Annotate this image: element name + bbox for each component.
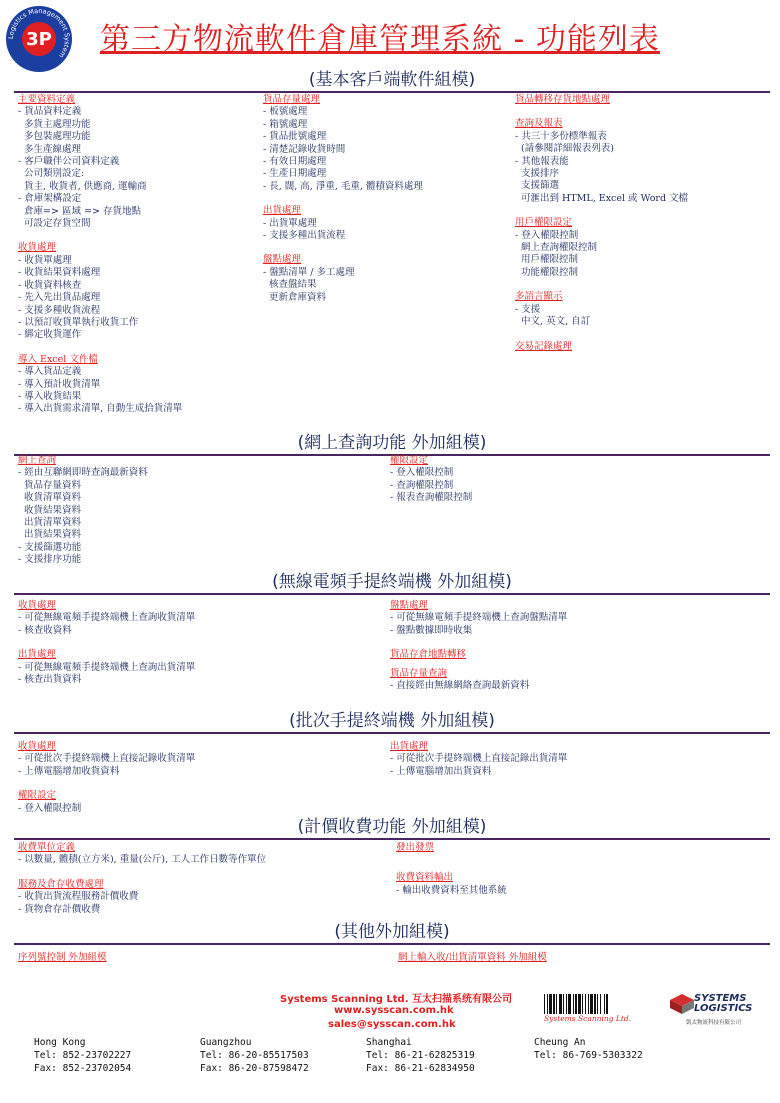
group-title: 貨品存量處理 <box>263 94 321 105</box>
office-tel: Tel: 852-23702227 <box>34 1050 132 1061</box>
section-web-header <box>14 428 770 453</box>
section-batch-title: (批次手提終端機 外加組模) <box>289 711 495 731</box>
list-item: - 可從無線電頻手提終端機上查詢盤點清單 <box>390 612 568 624</box>
list-item: - 支援篩選功能 <box>18 541 82 553</box>
group-list <box>515 230 688 280</box>
list-item: 可設定存貨空間 <box>18 218 91 230</box>
barcode-bar <box>573 994 574 1014</box>
office-cheung-an <box>534 1036 643 1062</box>
list-item: - 導入預計收貨清單 <box>18 378 101 390</box>
section-basic-title: (基本客戶端軟件組模) <box>308 70 476 90</box>
list-item: - 導入出貨需求清單, 自動生成拾貨清單 <box>18 403 183 415</box>
list-item: - 箱號處理 <box>263 118 308 130</box>
web-column-1 <box>18 455 148 567</box>
group-list <box>263 267 423 304</box>
systems-logistics-logo <box>668 988 768 1026</box>
logo-ring-text: Logistics Management System <box>6 6 72 60</box>
list-item: - 登入權限控制 <box>390 467 454 479</box>
list-item: 支援篩選 <box>515 180 560 192</box>
list-item: 可滙出到 HTML, Excel 或 Word 文檔 <box>515 192 689 204</box>
group-list <box>263 218 423 243</box>
barcode-bar <box>600 994 601 1014</box>
basic-column-3 <box>515 94 688 353</box>
barcode-bar <box>606 994 608 1014</box>
barcode-bar <box>590 994 593 1014</box>
billing-column-1 <box>18 842 266 916</box>
list-item: - 支援多種出貨流程 <box>263 230 346 242</box>
group-title: 用戶權限設定 <box>515 217 573 229</box>
list-item: - 核查出貨資料 <box>18 674 82 686</box>
other-module-serial: 序列號控制 外加組模 <box>18 952 107 963</box>
group-list <box>515 304 688 329</box>
list-item: - 收貨結果資料處理 <box>18 267 101 279</box>
barcode-caption: Systems Scanning Ltd. <box>544 1014 632 1023</box>
office-fax: Fax: 86-20-87598472 <box>200 1063 309 1074</box>
list-item: - 支援 <box>515 303 541 315</box>
other-module-web-input: 網上輸入收/出貨清單資料 外加組模 <box>398 952 547 963</box>
footer-email-link[interactable]: sales@sysscan.com.hk <box>328 1019 456 1030</box>
section-rule <box>14 593 770 595</box>
office-city: Cheung An <box>534 1037 586 1048</box>
barcode-bar <box>578 994 581 1014</box>
office-city: Shanghai <box>366 1037 412 1048</box>
basic-column-2 <box>263 94 423 304</box>
list-item: 核查盤結果 <box>263 279 317 291</box>
group-title: 發出發票 <box>396 842 435 853</box>
list-item: 多生產線處理 <box>18 143 82 155</box>
office-shanghai <box>366 1036 475 1075</box>
web-column-2 <box>390 455 472 505</box>
list-item: 功能權限控制 <box>515 266 579 278</box>
list-item: 多包裝處理功能 <box>18 131 91 143</box>
list-item: - 經由互聯網即時查詢最新資料 <box>18 467 148 479</box>
section-rule <box>14 838 770 840</box>
group-list <box>18 753 195 778</box>
list-item: - 倉庫架構設定 <box>18 193 82 205</box>
group-list <box>18 366 182 416</box>
group-title: 網上查詢 <box>18 455 57 466</box>
barcode-logo <box>540 992 640 1028</box>
barcode-bar <box>594 994 596 1014</box>
list-item: 支援排序 <box>515 168 560 180</box>
list-item: 貨主, 收貨者, 供應商, 運輸商 <box>18 180 147 192</box>
group-title: 交易記錄處理 <box>515 340 573 352</box>
group-title: 收費單位定義 <box>18 842 76 853</box>
list-item: 收貨結果資料 <box>18 504 82 516</box>
list-item: 出貨清單資料 <box>18 517 82 529</box>
list-item: 公司類別設定: <box>18 168 85 180</box>
barcode-bar <box>549 994 552 1014</box>
section-billing-header <box>14 812 770 837</box>
list-item: - 其他報表能 <box>515 155 569 167</box>
company-logo <box>6 6 72 72</box>
list-item: 中文, 英文, 自訂 <box>515 316 591 328</box>
list-item: - 以數量, 體積(立方米), 重量(公斤), 工人工作日數等作單位 <box>18 854 267 866</box>
group-title: 主要資料定義 <box>18 94 76 105</box>
barcode-bar <box>585 994 586 1014</box>
section-web-title: (網上查詢功能 外加組模) <box>297 433 487 453</box>
section-rule <box>14 732 770 734</box>
list-item: - 收貨出貨流程服務計價收費 <box>18 891 139 903</box>
group-list <box>390 753 567 778</box>
logo-line-1: SYSTEMS <box>694 993 747 1004</box>
group-list <box>18 662 195 687</box>
group-title: 收貨處理 <box>18 741 57 752</box>
list-item: 網上查詢權限控制 <box>515 242 598 254</box>
barcode-bar <box>575 994 577 1014</box>
barcode-bar <box>563 994 564 1014</box>
list-item: 更新倉庫資料 <box>263 291 327 303</box>
group-title: 導入 Excel 文件檔 <box>18 353 98 365</box>
group-list <box>390 467 472 504</box>
list-item: - 以預訂收貨單執行收貨工作 <box>18 316 139 328</box>
office-tel: Tel: 86-21-62825319 <box>366 1050 475 1061</box>
list-item: - 導入收貨結果 <box>18 390 82 402</box>
list-item: - 板號處理 <box>263 106 308 118</box>
barcode-bar <box>556 994 557 1014</box>
list-item: - 清楚記錄收貨時間 <box>263 143 346 155</box>
billing-column-2 <box>396 842 507 897</box>
group-title: 盤點處理 <box>263 254 302 266</box>
group-list <box>18 255 182 342</box>
basic-column-1 <box>18 94 182 416</box>
group-title: 盤點處理 <box>390 600 429 611</box>
group-title: 多語言顯示 <box>515 291 563 303</box>
group-title: 貨品存倉地點轉移 <box>390 649 467 661</box>
list-item: 用戶權限控制 <box>515 254 579 266</box>
list-item: - 收貨資料核查 <box>18 279 82 291</box>
group-list <box>18 467 148 566</box>
list-item: - 收貨單處理 <box>18 254 72 266</box>
list-item: - 貨物倉存計價收費 <box>18 903 101 915</box>
group-list <box>18 891 266 916</box>
group-list <box>515 131 688 205</box>
barcode-bar <box>588 994 589 1014</box>
section-other-header <box>14 917 770 942</box>
list-item: - 綁定收貨運作 <box>18 329 82 341</box>
footer-company-name: Systems Scanning Ltd. 互太扫描系统有限公司 <box>280 994 512 1005</box>
list-item: 貨品存量資料 <box>18 479 82 491</box>
barcode-bar <box>568 994 571 1014</box>
other-column-1 <box>18 952 107 964</box>
office-tel: Tel: 86-20-85517503 <box>200 1050 309 1061</box>
list-item: - 出貨單處理 <box>263 217 317 229</box>
section-rule <box>14 91 770 93</box>
list-item: - 先入先出貨品處理 <box>18 292 101 304</box>
list-item: - 有效日期處理 <box>263 156 327 168</box>
list-item: - 盤點清單 / 多工處理 <box>263 266 355 278</box>
list-item: - 長, 闊, 高, 淨重, 毛重, 體積資料處理 <box>263 180 423 192</box>
group-title: 收貨處理 <box>18 242 57 254</box>
group-title: 服務及倉存收費處理 <box>18 878 104 890</box>
list-item: - 支援排序功能 <box>18 554 82 566</box>
barcode-bar <box>582 994 583 1014</box>
section-batch-header <box>14 706 770 731</box>
logo-mark: 3P <box>22 22 56 56</box>
barcode-bar <box>559 994 562 1014</box>
section-rf-header <box>14 567 770 592</box>
list-item: - 上傳電腦增加出貨資料 <box>390 765 492 777</box>
footer-website-link[interactable]: www.sysscan.com.hk <box>334 1005 454 1016</box>
group-title: 出貨處理 <box>390 741 429 752</box>
list-item: - 貨品批號處理 <box>263 131 327 143</box>
section-billing-title: (計價收費功能 外加組模) <box>297 817 487 837</box>
logo-subtitle: 凱太物流科技有限公司 <box>686 1020 742 1026</box>
list-item: - 貨品資料定義 <box>18 106 82 118</box>
list-item: - 導入貨品定義 <box>18 366 82 378</box>
rf-column-1 <box>18 600 195 686</box>
group-list <box>390 680 567 692</box>
group-list <box>18 854 266 866</box>
office-city: Hong Kong <box>34 1037 86 1048</box>
group-title: 權限設定 <box>390 455 429 466</box>
group-title: 出貨處理 <box>263 205 302 217</box>
other-column-2 <box>398 952 547 964</box>
office-guangzhou <box>200 1036 309 1075</box>
barcode-bar <box>544 994 545 1014</box>
barcode-bar <box>547 994 548 1014</box>
batch-column-1 <box>18 741 195 815</box>
section-rf-title: (無線電頻手提終端機 外加組模) <box>272 572 512 592</box>
office-fax: Fax: 852-23702054 <box>34 1063 132 1074</box>
list-item: - 客戶職伴公司資料定義 <box>18 156 120 168</box>
list-item: - 登入權限控制 <box>515 229 579 241</box>
list-item: - 共三十多份標準報表 <box>515 130 607 142</box>
list-item: - 可從批次手提終端機上直接記錄出貨清單 <box>390 753 568 765</box>
list-item: 收貨清單資料 <box>18 492 82 504</box>
list-item: - 可從無線電頻手提終端機上查詢收貨清單 <box>18 612 196 624</box>
group-title: 查詢及報表 <box>515 118 563 130</box>
group-title: 收貨處理 <box>18 600 57 611</box>
group-list <box>18 612 195 637</box>
logo-line-2: LOGISTICS <box>694 1003 753 1014</box>
logo-ring <box>6 6 72 72</box>
group-list <box>263 106 423 193</box>
list-item: 多貨主處理功能 <box>18 118 91 130</box>
list-item: (請參閱詳細報表列表) <box>515 143 614 155</box>
group-list <box>390 612 567 637</box>
list-item: - 上傳電腦增加收貨資料 <box>18 765 120 777</box>
list-item: - 盤點數據即時收集 <box>390 624 473 636</box>
list-item: - 可從無線電頻手提終端機上查詢出貨清單 <box>18 661 196 673</box>
list-item: - 支援多種收貨流程 <box>18 304 101 316</box>
group-list <box>396 885 507 897</box>
barcode-bar <box>597 994 598 1014</box>
group-title: 貨品轉移存貨地點處理 <box>515 94 611 105</box>
office-tel: Tel: 86-769-5303322 <box>534 1050 643 1061</box>
list-item: - 查詢權限控制 <box>390 479 454 491</box>
office-fax: Fax: 86-21-62834950 <box>366 1063 475 1074</box>
barcode-bar <box>553 994 555 1014</box>
office-hong-kong <box>34 1036 131 1075</box>
barcode-bar <box>604 994 605 1014</box>
list-item: - 生產日期處理 <box>263 168 327 180</box>
list-item: - 登入權限控制 <box>18 802 82 814</box>
group-list <box>18 106 182 230</box>
office-city: Guangzhou <box>200 1037 252 1048</box>
section-rule <box>14 943 770 945</box>
batch-column-2 <box>390 741 567 778</box>
list-item: 出貨結果資料 <box>18 529 82 541</box>
list-item: - 核查收資料 <box>18 624 72 636</box>
rf-column-2 <box>390 600 567 692</box>
group-title: 出貨處理 <box>18 649 57 661</box>
list-item: - 輸出收費資料至其他系統 <box>396 884 507 896</box>
group-title: 權限設定 <box>18 790 57 802</box>
section-basic-header <box>14 65 770 90</box>
section-other-title: (其他外加組模) <box>334 922 450 942</box>
group-title: 貨品存量查詢 <box>390 667 448 679</box>
list-item: - 報表查詢權限控制 <box>390 492 473 504</box>
svg-text:Logistics Management System <box>7 7 71 59</box>
list-item: 倉庫=> 區域 => 存貨地點 <box>18 205 141 217</box>
page-title: 第三方物流軟件倉庫管理系統 - 功能列表 <box>100 22 660 57</box>
list-item: - 可從批次手提終端機上直接記錄收貨清單 <box>18 753 196 765</box>
barcode-bar <box>566 994 567 1014</box>
group-title: 收費資料輸出 <box>396 872 454 884</box>
list-item: - 直接經由無線網絡查詢最新資料 <box>390 680 530 692</box>
